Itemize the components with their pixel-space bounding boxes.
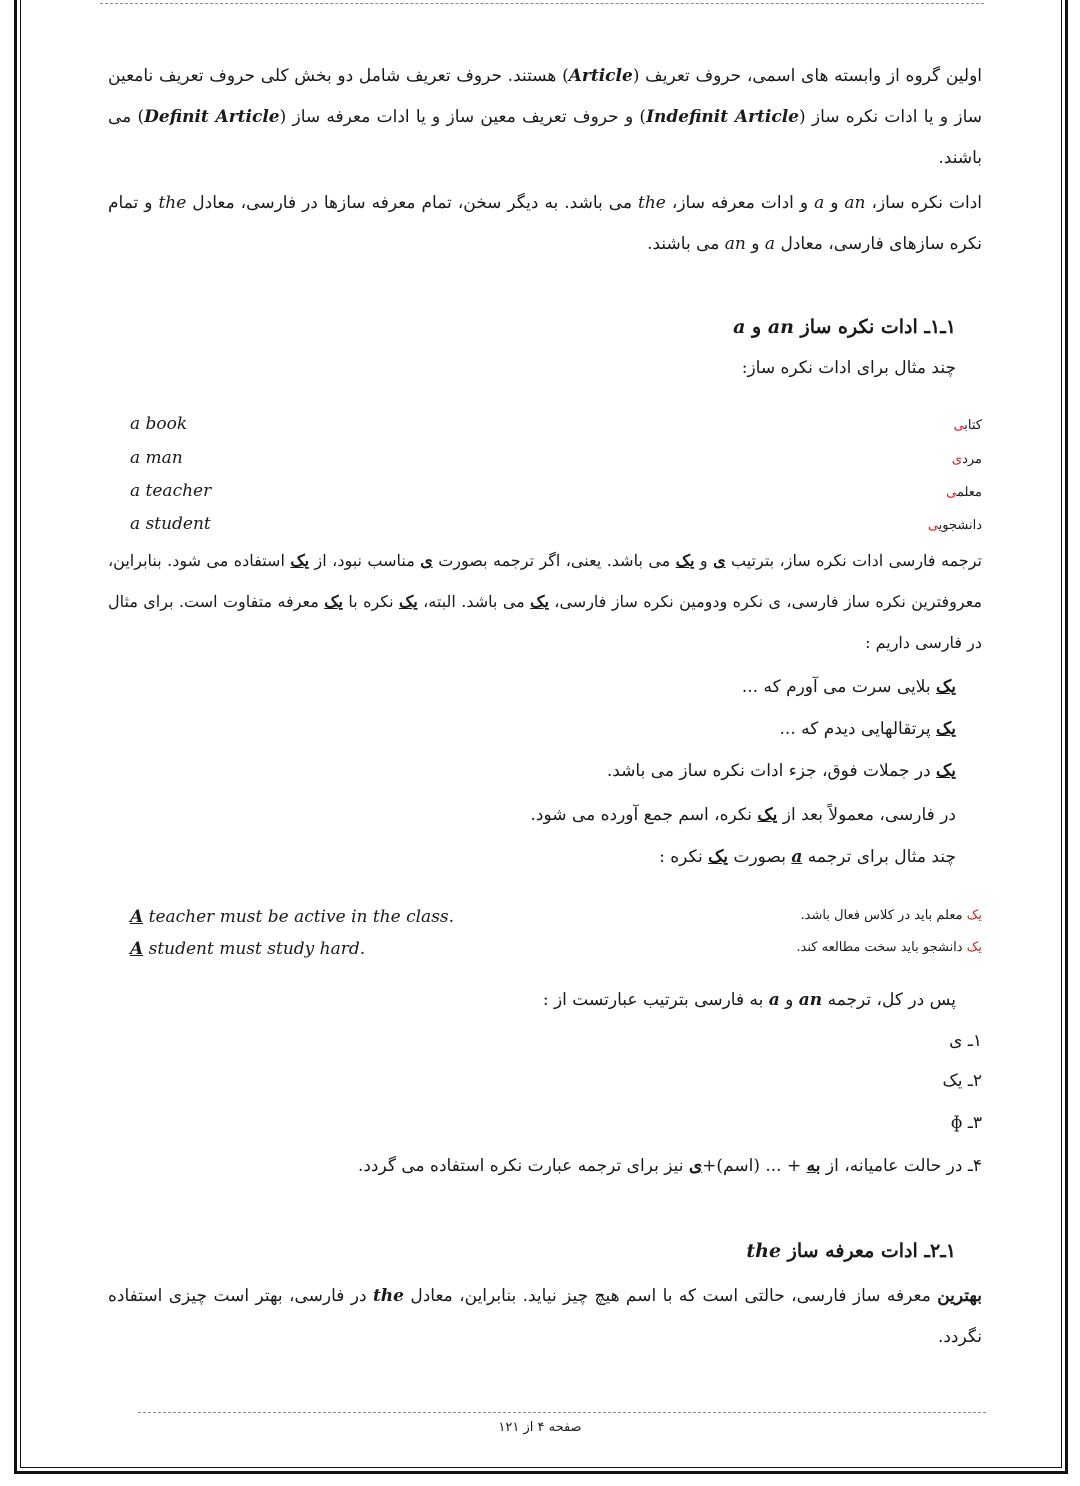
en-term: the — [158, 193, 187, 213]
en-term: a — [733, 316, 746, 338]
text: معلم باید در کلاس فعال باشد. — [800, 908, 967, 923]
list-item-4 — [358, 1156, 982, 1176]
text: معرفه متفاوت است. برای مثال در فارسی داریم : — [108, 592, 982, 652]
underlined: یک — [936, 677, 956, 697]
text: ) و حروف تعریف معین ساز و یا ادات معرفه ساز ( — [279, 107, 647, 127]
example-fa — [946, 485, 982, 500]
text: می باشند. — [647, 234, 725, 254]
en-term: Definit Article — [144, 107, 280, 127]
text: معرفه ساز فارسی، حالتی است که با اسم هیچ چیز نیاید. بنابراین، معادل — [403, 1286, 938, 1306]
sentence-en — [130, 939, 365, 959]
text: می باشد. به دیگر سخن، تمام معرفه سازها در فارسی، معادل — [186, 193, 639, 213]
intro-paragraph-2 — [108, 183, 982, 265]
list-item: ۱ـ ی — [949, 1031, 982, 1051]
example-en: a student — [130, 514, 211, 534]
text: و تمام نکره سازهای فارسی، معادل — [108, 193, 982, 254]
section-heading-indefinite — [733, 316, 956, 338]
text: می باشد. یعنی، اگر ترجمه بصورت — [432, 551, 676, 570]
text: ترجمه فارسی ادات نکره ساز، بترتیب — [725, 551, 983, 570]
text: + ... (اسم)+ — [702, 1156, 807, 1176]
text: کتاب — [964, 418, 982, 433]
underlined: یک — [675, 551, 695, 570]
page-number: صفحه ۴ از ۱۲۱ — [498, 1420, 582, 1435]
text: بلایی سرت می آورم که ... — [741, 677, 937, 697]
text: اولین گروه از وابسته های اسمی، حروف تعریف ( — [632, 66, 983, 86]
text: در فارسی، بهتر است چیزی استفاده نگردد. — [108, 1286, 982, 1347]
underlined: یک — [757, 805, 778, 825]
text: در فارسی، معمولاً بعد از — [777, 805, 956, 825]
text: نیز برای ترجمه عبارت نکره استفاده می گردد. — [357, 1156, 689, 1176]
text: نکره : — [659, 847, 709, 867]
en-term: an — [798, 990, 823, 1010]
yek-line — [607, 761, 956, 781]
definite-paragraph — [108, 1276, 982, 1358]
text: بصورت — [728, 847, 792, 867]
example-fa — [953, 418, 982, 433]
list-item: ۳ـ ɸ — [950, 1113, 982, 1133]
en-term: the — [638, 193, 666, 213]
underlined: به — [806, 1156, 821, 1176]
text: و ادات معرفه ساز، — [665, 193, 815, 213]
translation-paragraph — [108, 540, 982, 663]
text: مناسب نبود، از — [309, 551, 421, 570]
text: می باشد. البته، — [417, 592, 531, 611]
yek-line — [780, 719, 956, 739]
intro-paragraph-1 — [108, 56, 982, 179]
underlined: یک — [290, 551, 310, 570]
suffix: ی — [927, 518, 939, 533]
list-item: ۲ـ یک — [942, 1071, 982, 1091]
yek-examples-title — [659, 847, 956, 867]
underlined: A — [130, 939, 144, 959]
en-term: an — [844, 193, 866, 213]
highlight: یک — [966, 940, 982, 955]
en-term: the — [372, 1286, 404, 1306]
en-term: the — [746, 1240, 782, 1262]
plural-note — [531, 805, 956, 825]
en-term: a — [768, 990, 780, 1010]
suffix: ی — [946, 485, 957, 500]
text: student must study hard. — [143, 939, 366, 959]
underlined: یک — [936, 761, 956, 781]
heading-text: ۱ـ۲ـ ادات معرفه ساز — [781, 1240, 956, 1262]
bold-term: بهترین — [937, 1286, 982, 1306]
text: ) می باشند. — [108, 107, 982, 168]
text: ۴ـ در حالت عامیانه، از — [820, 1156, 982, 1176]
underlined: یک — [530, 592, 549, 611]
text: چند مثال برای ترجمه — [802, 847, 956, 867]
text: مرد — [962, 452, 982, 467]
summary-line — [543, 990, 956, 1010]
en-term: a — [764, 234, 776, 254]
underlined: ی — [420, 551, 433, 570]
underlined: ی — [688, 1156, 703, 1176]
example-fa — [952, 452, 982, 467]
text: استفاده می شود. بنابراین، معروفترین نکره ساز فارسی، ی نکره ودومین نکره ساز فارسی، — [108, 551, 983, 611]
en-term: an — [767, 316, 794, 338]
underlined: ی — [713, 551, 726, 570]
section-heading-definite — [746, 1240, 956, 1262]
text: پس در کل، ترجمه — [822, 990, 956, 1010]
underlined: یک — [324, 592, 343, 611]
en-term: a — [814, 193, 825, 213]
text: دانشجو باید سخت مطالعه کند. — [796, 940, 967, 955]
text: معلم — [956, 485, 982, 500]
text: ) هستند. حروف تعریف شامل دو بخش کلی حروف تعریف نامعین ساز و یا ادات نکره ساز ( — [108, 66, 982, 127]
suffix: ی — [951, 452, 963, 467]
heading-text: و — [745, 316, 768, 338]
example-en: a book — [130, 414, 188, 434]
underlined: یک — [936, 719, 956, 739]
text: نکره، اسم جمع آورده می شود. — [530, 805, 758, 825]
sentence-fa — [801, 908, 982, 923]
underlined: یک — [708, 847, 729, 867]
example-en: a man — [130, 448, 183, 468]
sentence-en — [130, 907, 454, 927]
suffix: ی — [953, 418, 965, 433]
text: و — [745, 234, 765, 254]
underlined: a — [791, 847, 803, 867]
example-fa — [928, 518, 982, 533]
underlined: A — [130, 907, 144, 927]
text: دانشجوی — [938, 518, 982, 533]
yek-line — [742, 677, 956, 697]
text: پرتقالهایی دیدم که ... — [779, 719, 937, 739]
example-en: a teacher — [130, 481, 212, 501]
footer-rule — [138, 1412, 986, 1413]
examples-subtitle: چند مثال برای ادات نکره ساز: — [741, 358, 956, 378]
text: و — [779, 990, 799, 1010]
text: نکره با — [342, 592, 399, 611]
text: و — [824, 193, 845, 213]
header-rule — [100, 3, 984, 4]
sentence-fa — [796, 940, 982, 955]
text: به فارسی بترتیب عبارتست از : — [542, 990, 769, 1010]
text: و — [694, 551, 714, 570]
heading-text: ۱ـ۱ـ ادات نکره ساز — [793, 316, 956, 338]
highlight: یک — [966, 908, 982, 923]
en-term: an — [724, 234, 746, 254]
text: teacher must be active in the class. — [143, 907, 455, 927]
en-term: Article — [568, 66, 633, 86]
underlined: یک — [398, 592, 418, 611]
text: در جملات فوق، جزء ادات نکره ساز می باشد. — [606, 761, 937, 781]
en-term: Indefinit Article — [646, 107, 799, 127]
text: ادات نکره ساز، — [865, 193, 982, 213]
